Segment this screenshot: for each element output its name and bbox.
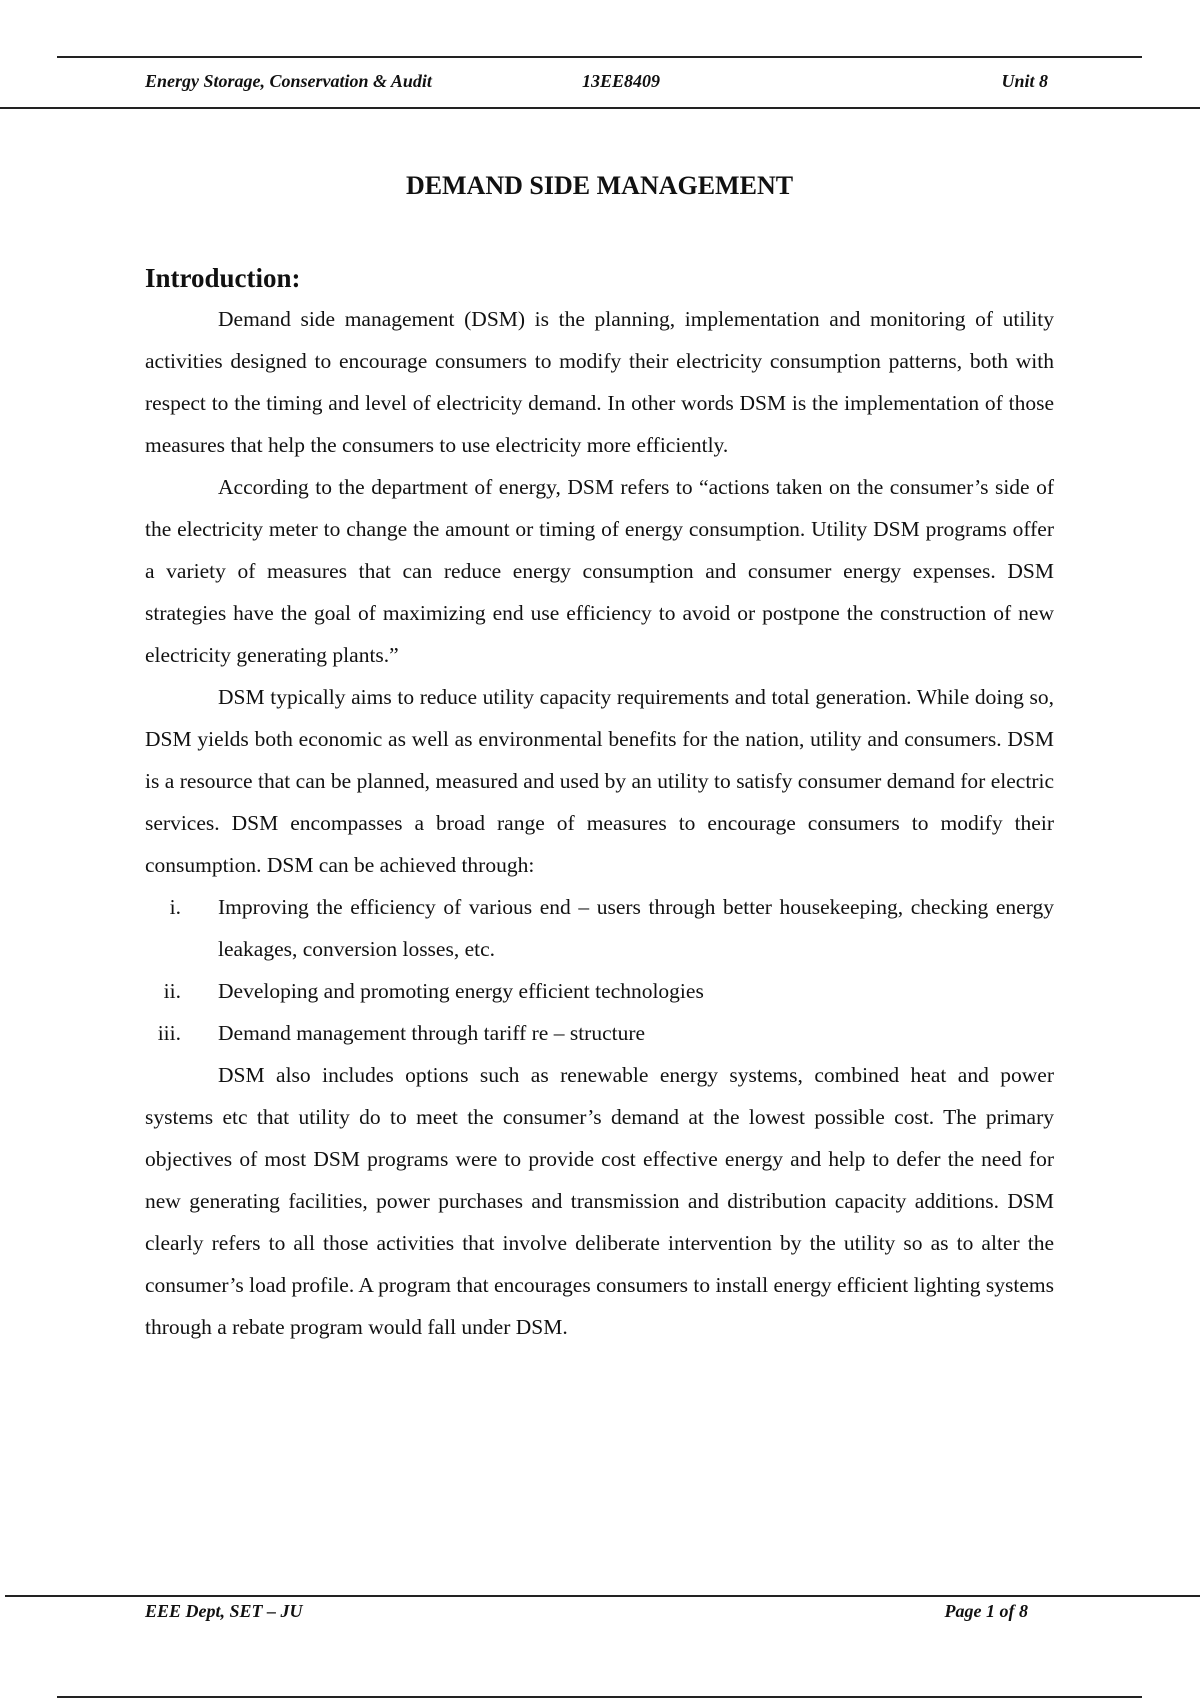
list-marker: ii. xyxy=(163,979,181,1003)
header-unit: Unit 8 xyxy=(1001,71,1048,91)
page-body xyxy=(145,160,1054,1348)
paragraph-3: DSM typically aims to reduce utility capacity requirements and total generation. While doing so, DSM yields both economic as well as environmental benefits for the nation, utility and consumers. DSM is a resource that can be planned, measured and used by an utility to satisfy consumer demand for electric services. DSM encompasses a broad range of measures to encourage consumers to modify their consumption. DSM can be achieved through: xyxy=(145,685,1054,877)
list-item-text: Demand management through tariff re – structure xyxy=(218,1021,646,1045)
list-item-text: Improving the efficiency of various end – users through better housekeeping, checking energy leakages, conversion losses, etc. xyxy=(218,895,1054,961)
list-item xyxy=(145,886,1054,970)
list-marker: i. xyxy=(169,895,181,919)
list-item-text: Developing and promoting energy efficient technologies xyxy=(218,979,704,1003)
list-item xyxy=(145,1012,1054,1054)
footer-rule-top xyxy=(5,1595,1200,1597)
footer-page-number: Page 1 of 8 xyxy=(944,1601,1028,1621)
list-item xyxy=(145,970,1054,1012)
list-marker: iii. xyxy=(157,1021,181,1045)
dsm-methods-list xyxy=(145,886,1054,1054)
footer-department: EEE Dept, SET – JU xyxy=(145,1601,303,1621)
footer-rule-bottom xyxy=(57,1696,1142,1698)
header-course-code: 13EE8409 xyxy=(582,71,661,91)
header-rule-top xyxy=(57,56,1142,58)
paragraph-1: Demand side management (DSM) is the planning, implementation and monitoring of utility activities designed to encourage consumers to modify their electricity consumption patterns, both with respect to the timing and level of electricity demand. In other words DSM is the implementation of those measures that help the consumers to use electricity more efficiently. xyxy=(145,307,1054,457)
paragraph-4: DSM also includes options such as renewable energy systems, combined heat and power systems etc that utility do to meet the consumer’s demand at the lowest possible cost. The primary objectives of most DSM programs were to provide cost effective energy and help to defer the need for new generating facilities, power purchases and transmission and distribution capacity additions. DSM clearly refers to all those activities that involve deliberate intervention by the utility so as to alter the consumer’s load profile. A program that encourages consumers to install energy efficient lighting systems through a rebate program would fall under DSM. xyxy=(145,1063,1054,1339)
paragraph-2: According to the department of energy, DSM refers to “actions taken on the consumer’s side of the electricity meter to change the amount or timing of energy consumption. Utility DSM programs offer a variety of measures that can reduce energy consumption and consumer energy expenses. DSM strategies have the goal of maximizing end use efficiency to avoid or postpone the construction of new electricity generating plants.” xyxy=(145,475,1054,667)
section-heading-introduction: Introduction: xyxy=(145,263,301,293)
page-title: DEMAND SIDE MANAGEMENT xyxy=(405,171,794,200)
header-rule-bottom xyxy=(0,107,1200,109)
header-course-name: Energy Storage, Conservation & Audit xyxy=(145,71,432,91)
